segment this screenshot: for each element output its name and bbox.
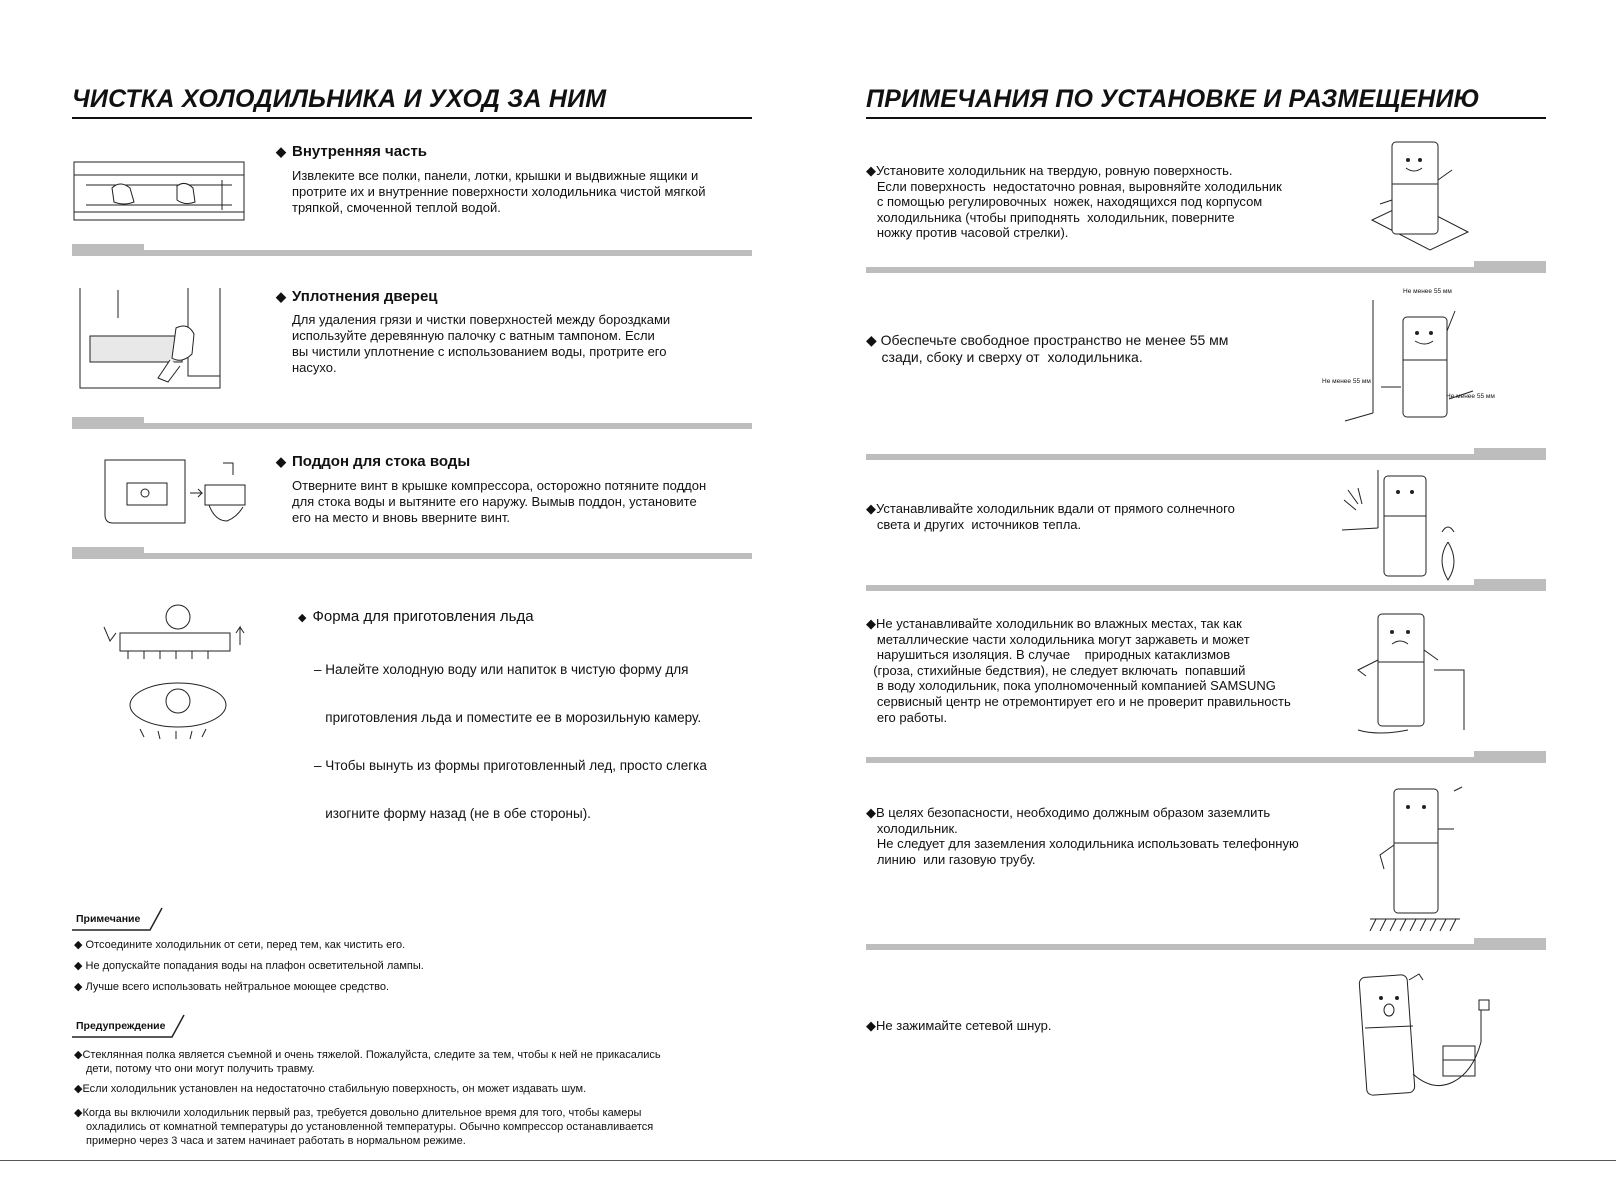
section-divider bbox=[866, 944, 1546, 950]
note-list bbox=[74, 938, 424, 994]
install-item-cord bbox=[866, 1018, 1051, 1034]
install-item-level bbox=[866, 163, 1282, 241]
warning-list bbox=[74, 1048, 661, 1148]
text-line: Если поверхность недостаточно ровная, выровняйте холодильник bbox=[866, 178, 1282, 194]
section-divider bbox=[72, 553, 752, 559]
clearance-label-side: Не менее 55 мм bbox=[1322, 378, 1371, 385]
heading-text: Поддон для стока воды bbox=[292, 453, 471, 470]
install-item-grounding bbox=[866, 805, 1299, 867]
section-divider bbox=[72, 250, 752, 256]
warning-item-text: дети, потому что они могут получить травму. bbox=[86, 1063, 315, 1075]
right-page-title: ПРИМЕЧАНИЯ ПО УСТАНОВКЕ И РАЗМЕЩЕНИЮ bbox=[866, 85, 1480, 113]
warning-item-text: Стеклянная полка является съемной и очень тяжелой. Пожалуйста, следите за тем, чтобы к ней не прикасались bbox=[82, 1049, 661, 1061]
text-line: Извлеките все полки, панели, лотки, крышки и выдвижные ящики и bbox=[292, 168, 699, 183]
text-line: ◆ Обеспечьте свободное пространство не менее 55 мм bbox=[866, 332, 1229, 348]
warning-label: Предупреждение bbox=[76, 1020, 166, 1032]
text-line: изогните форму назад (не в обе стороны). bbox=[314, 806, 591, 821]
text-line: приготовления льда и поместите ее в морозильную камеру. bbox=[314, 710, 702, 725]
text-line: линию или газовую трубу. bbox=[866, 851, 1036, 867]
note-item: ◆ Отсоедините холодильник от сети, перед тем, как чистить его. bbox=[74, 939, 406, 951]
install-item-humidity bbox=[866, 616, 1291, 725]
section-text-drain-pan bbox=[292, 478, 706, 526]
note-item: ◆ Лучше всего использовать нейтральное моющее средство. bbox=[74, 981, 390, 993]
bullet-diamond-icon: ◆ bbox=[276, 144, 286, 159]
text-line: сзади, сбоку и сверху от холодильника. bbox=[866, 349, 1143, 365]
warning-item: ◆Стеклянная полка является съемной и очень тяжелой. Пожалуйста, следите за тем, чтобы к ней не прикасались дети, потому что они могут получить травму. bbox=[74, 1049, 661, 1075]
heading-text: Форма для приготовления льда bbox=[312, 608, 534, 625]
text-line: Отверните винт в крышке компрессора, осторожно потяните поддон bbox=[292, 478, 707, 493]
section-divider bbox=[866, 454, 1546, 460]
text-line: ◆Устанавливайте холодильник вдали от прямого солнечного bbox=[866, 501, 1235, 516]
right-title-rule bbox=[866, 117, 1546, 119]
clearance-label-top: Не менее 55 мм bbox=[1403, 288, 1452, 295]
heading-text: Внутренняя часть bbox=[292, 143, 428, 160]
ice-tray-illustration bbox=[100, 605, 250, 745]
text-line: (гроза, стихийные бедствия), не следует включать попавший bbox=[866, 662, 1246, 678]
text-line: света и других источников тепла. bbox=[866, 516, 1082, 532]
section-text-ice-tray bbox=[314, 630, 707, 838]
text-line: ◆Установите холодильник на твердую, ровную поверхность. bbox=[866, 163, 1233, 178]
section-heading-ice-tray bbox=[298, 608, 534, 625]
text-line: холодильника (чтобы приподнять холодильник, поверните bbox=[866, 209, 1235, 225]
text-line: сервисный центр не отремонтирует его и не проверит правильность bbox=[866, 693, 1291, 709]
fridge-level-illustration bbox=[1370, 140, 1470, 250]
left-page-title: ЧИСТКА ХОЛОДИЛЬНИКА И УХОД ЗА НИМ bbox=[72, 85, 607, 113]
clearance-label-rear: Не менее 55 мм bbox=[1446, 393, 1495, 400]
section-text-interior bbox=[292, 168, 706, 216]
section-divider bbox=[866, 585, 1546, 591]
bullet-diamond-icon: ◆ bbox=[298, 612, 307, 624]
text-line: протрите их и внутренние поверхности холодильника чистой мягкой bbox=[292, 184, 706, 199]
text-line: ◆В целях безопасности, необходимо должным образом заземлить bbox=[866, 805, 1271, 820]
page-bottom-rule bbox=[0, 1160, 1616, 1161]
text-line: с помощью регулировочных ножек, находящихся под корпусом bbox=[866, 194, 1263, 210]
warning-item-text: примерно через 3 часа и затем начинает работать в нормальном режиме. bbox=[86, 1135, 466, 1147]
text-line: ◆Не устанавливайте холодильник во влажных местах, так как bbox=[866, 616, 1242, 631]
section-divider bbox=[866, 757, 1546, 763]
warning-item: ◆Если холодильник установлен на недостаточно стабильную поверхность, он может издавать шум. bbox=[74, 1083, 587, 1095]
warning-item: ◆Когда вы включили холодильник первый раз, требуется довольно длительное время для того, чтобы камеры охладились от комнатной температуры до установленной температуры. Обычно компрессор останавливается примерно через 3 часа и затем начинает работать в нормальном режиме. bbox=[74, 1106, 661, 1148]
text-line: – Чтобы вынуть из формы приготовленный лед, просто слегка bbox=[314, 758, 707, 773]
section-divider bbox=[866, 267, 1546, 273]
text-line: для стока воды и вытяните его наружу. Вымыв поддон, установите bbox=[292, 494, 697, 509]
note-item-text: Отсоедините холодильник от сети, перед тем, как чистить его. bbox=[85, 939, 406, 951]
text-line: в воду холодильник, пока уполномоченный компанией SAMSUNG bbox=[866, 678, 1276, 694]
note-label: Примечание bbox=[76, 913, 141, 925]
fridge-cord-illustration bbox=[1355, 970, 1495, 1100]
left-title-rule bbox=[72, 117, 752, 119]
section-text-door-seals bbox=[292, 312, 670, 376]
door-seal-illustration bbox=[80, 288, 230, 398]
fridge-humidity-illustration bbox=[1338, 610, 1478, 740]
text-line: – Налейте холодную воду или напиток в чистую форму для bbox=[314, 662, 689, 677]
install-item-clearance bbox=[866, 332, 1228, 366]
fridge-clearance-illustration bbox=[1325, 295, 1475, 425]
text-line: насухо. bbox=[292, 360, 337, 375]
warning-item-text: охладились от комнатной температуры до установленной температуры. Обычно компрессор останавливается bbox=[86, 1121, 654, 1133]
section-heading-door-seals bbox=[276, 288, 438, 305]
text-line: его на место и вновь вверните винт. bbox=[292, 510, 511, 525]
text-line: вы чистили уплотнение с использованием воды, протрите его bbox=[292, 344, 667, 359]
bullet-diamond-icon: ◆ bbox=[276, 454, 286, 469]
text-line: Не следует для заземления холодильника использовать телефонную bbox=[866, 836, 1299, 852]
section-heading-interior bbox=[276, 143, 427, 160]
text-line: ◆Не зажимайте сетевой шнур. bbox=[866, 1018, 1052, 1033]
note-item: ◆ Не допускайте попадания воды на плафон осветительной лампы. bbox=[74, 960, 424, 972]
text-line: металлические части холодильника могут заржаветь и может bbox=[866, 631, 1250, 647]
fridge-heat-illustration bbox=[1342, 470, 1472, 580]
warning-item-text: Если холодильник установлен на недостаточно стабильную поверхность, он может издавать шум. bbox=[82, 1083, 587, 1095]
text-line: используйте деревянную палочку с ватным тампоном. Если bbox=[292, 328, 655, 343]
fridge-grounding-illustration bbox=[1370, 785, 1480, 935]
drain-pan-illustration bbox=[105, 455, 265, 535]
text-line: нарушиться изоляция. В случае природных катаклизмов bbox=[866, 647, 1231, 663]
text-line: его работы. bbox=[866, 709, 948, 725]
heading-text: Уплотнения дверец bbox=[292, 288, 438, 305]
shelf-cleaning-illustration bbox=[72, 150, 247, 225]
text-line: ножку против часовой стрелки). bbox=[866, 225, 1069, 241]
text-line: холодильник. bbox=[866, 820, 958, 836]
install-item-heat bbox=[866, 501, 1235, 532]
note-item-text: Лучше всего использовать нейтральное моющее средство. bbox=[85, 981, 390, 993]
section-divider bbox=[72, 423, 752, 429]
note-item-text: Не допускайте попадания воды на плафон осветительной лампы. bbox=[85, 960, 424, 972]
warning-item-text: Когда вы включили холодильник первый раз, требуется довольно длительное время для того, чтобы камеры bbox=[82, 1107, 642, 1119]
bullet-diamond-icon: ◆ bbox=[276, 289, 286, 304]
section-heading-drain-pan bbox=[276, 453, 470, 470]
text-line: Для удаления грязи и чистки поверхностей между бороздками bbox=[292, 312, 671, 327]
text-line: тряпкой, смоченной теплой водой. bbox=[292, 200, 501, 215]
